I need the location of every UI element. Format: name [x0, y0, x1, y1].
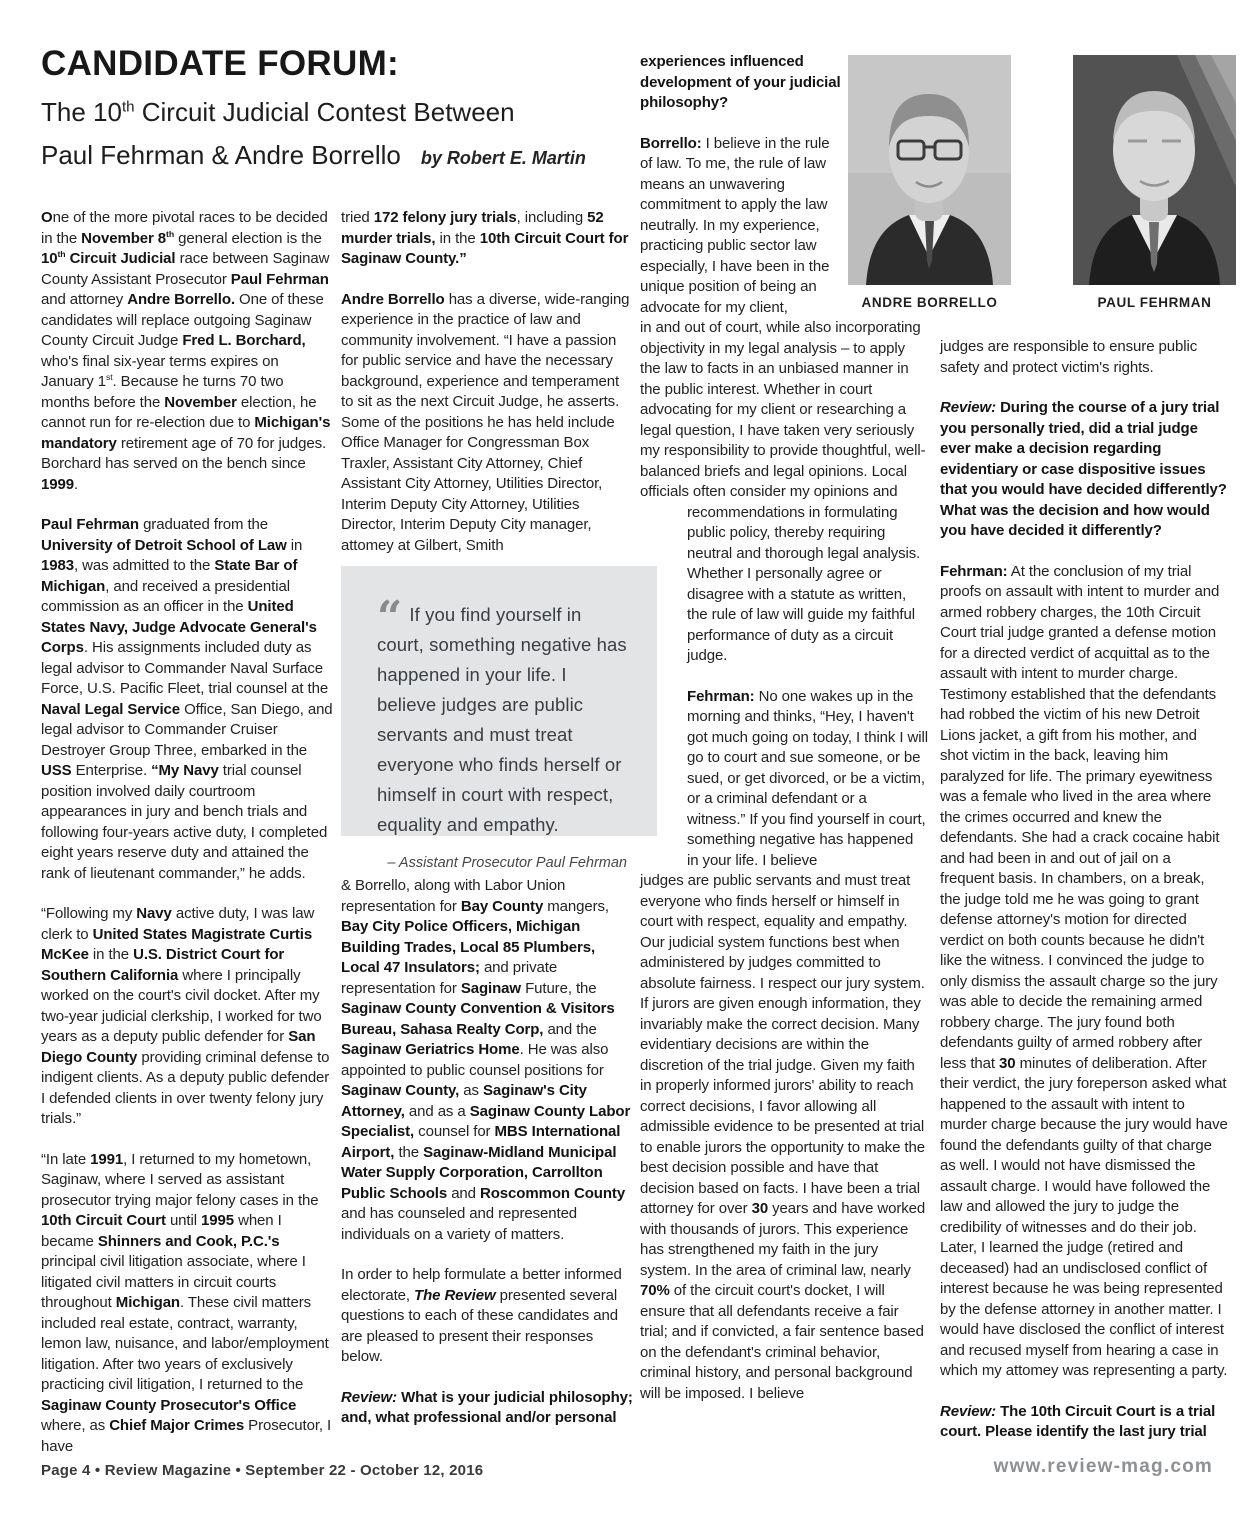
paragraph: judges are public servants and must treat everyone who finds herself or himself in court with respect, equality and empathy. Our judicial system functions best when administered by judges committed to absolute fairness. I respect our jury system. If jurors are given enough information, they invariably make the correct decision. Many evidentiary decisions are within the discretion of the trial judge. Given my faith in properly informed jurors' ability to reach correct decisions, I favor allowing all admissible evidence to be presented at trial to enable jurors the opportunity to make the best decision possible and have that decision based on facts. I have been a trial attorney for over 30 years and have worked with thousands of jurors. This experience has strengthened my faith in the jury system. In the area of criminal law, nearly 70% of the circuit court's docket, I will ensure that all defendants receive a fair trial; and if convicted, a fair sentence based on the defendant's criminal behavior, criminal history, and personal background will be imposed. I believe — [640, 872, 926, 1402]
paragraph: experiences influenced development of your judicial philosophy? — [640, 53, 841, 111]
pull-quote-attribution: – Assistant Prosecutor Paul Fehrman — [387, 855, 627, 871]
article-title-line1: The 10th Circuit Judicial Contest Between — [41, 97, 515, 127]
paragraph: in and out of court, while also incorporating objectivity in my legal analysis – to apply the law to facts in an unbiased manner in the public interest. Whether in court advocating for my client or researching a legal question, I have taken very seriously my responsibility to provide thoughtful, well-balanced briefs and legal opinions. Local officials often consider my opinions and — [640, 319, 926, 500]
pull-quote-text — [377, 592, 629, 840]
paragraph: “Following my Navy active duty, I was law clerk to United States Magistrate Curtis McKee in the U.S. District Court for Southern California where I principally worked on the court's civil docket. After my two-year judicial clerkship, I worked for two years as a deputy public defender for San Diego County providing criminal defense to indigent clients. As a deputy public defender I defended clients in over twenty felony jury trials.” — [41, 905, 330, 1127]
column-2-top — [341, 208, 633, 576]
column-1 — [41, 208, 333, 1477]
paragraph: recommendations in formulating public policy, thereby requiring neutral and thorough legal analysis. Whether I personally agree or disagree with a statute as written, the rule of law will guide my faithful performance of duty as a circuit judge. — [687, 503, 921, 664]
paragraph: Review: The 10th Circuit Court is a trial court. Please identify the last jury trial — [940, 1402, 1216, 1440]
article-title-line2-row — [41, 140, 586, 171]
photo-paul-fehrman — [1073, 55, 1236, 310]
quote-mark-icon: “ — [377, 592, 403, 643]
article-header — [41, 44, 586, 171]
paragraph: Review: What is your judicial philosophy; and, what professional and/or personal — [341, 1388, 633, 1426]
paragraph: tried 172 felony jury trials, including 52 murder trials, in the 10th Circuit Court for Saginaw County.” — [341, 209, 629, 267]
footer-website-url: www.review-mag.com — [993, 1456, 1213, 1477]
paragraph: One of the more pivotal races to be decided in the November 8th general election is the 10th Circuit Judicial race between Saginaw County Assistant Prosecutor Paul Fehrman and attorney Andre Borrello. One of these candidates will replace outgoing Saginaw County Circuit Judge Fred L. Borchard, who's final six-year terms expires on January 1st. Because he turns 70 two months before the November election, he cannot run for re-election due to Michigan's mandatory retirement age of 70 for judges. Borchard has served on the bench since 1999. — [41, 209, 331, 493]
column-4 — [940, 337, 1228, 1463]
column-2-bottom — [341, 876, 633, 1449]
article-title-line2: Paul Fehrman & Andre Borrello — [41, 140, 401, 170]
candidate-photos — [848, 55, 1236, 310]
portrait-paul-fehrman-image — [1073, 55, 1236, 285]
paragraph: Fehrman: At the conclusion of my trial proofs on assault with intent to murder and armed robbery charges, the 10th Circuit Court trial judge granted a defense motion for a directed verdict of acquittal as to the assault with intent to murder charge. Testimony established that the defendants had robbed the victim of his new Detroit Lions jacket, a gift from his mother, and shot victim in the back, leaving him paralyzed for life. The primary eyewitness was a female who lived in the area where the crimes occurred and knew the defendants. She had a crack cocaine habit and had been in and out of jail on a frequent basis. In chambers, on a break, the judge told me he was going to grant defense attorney's motion for directed verdict on both counts because he didn't like the witness. I convinced the judge to only dismiss the assault charge so the jury was able to decide the remaining armed robbery charge. The jury found both defendants guilty of armed robbery after less that 30 minutes of deliberation. After their verdict, the jury foreperson asked what happened to the assault with intent to murder charge because the jury would have found the defendants guilty of that charge as well. I would not have dismissed the assault charge. I would have followed the law and allowed the jury to judge the credibility of witnesses and do their job. Later, I learned the judge (retired and deceased) had an undisclosed conflict of interest because he was being represented by the defense attorney in another matter. I would have disclosed the conflict of interest and recused myself from hearing a case in which my attomey was representing a party. — [940, 562, 1228, 1379]
paragraph: Fehrman: No one wakes up in the morning and thinks, “Hey, I haven't got much going on today, I think I will go to court and sue someone, or be sued, or get divorced, or be a victim, or a criminal defendant or a witness.” If you find yourself in court, something negative has happened in your life. I believe — [687, 687, 928, 869]
paragraph: Andre Borrello has a diverse, wide-ranging experience in the practice of law and community involvement. “I have a passion for public service and have the necessary background, experience and temperament to sit as the next Circuit Judge, he asserts. Some of the positions he has held include Office Manager for Congressman Box Traxler, Assistant City Attorney, Chief Assistant City Attorney, Utilities Director, Interim Deputy City Attorney, Utilities Director, Interim Deputy City manager, attomey at Gilbert, Smith — [341, 290, 630, 554]
photo-andre-borrello — [848, 55, 1011, 310]
paragraph: judges are responsible to ensure public safety and protect victim's rights. — [940, 338, 1198, 376]
photo-caption: ANDRE BORRELLO — [861, 295, 998, 310]
paragraph: Borrello: I believe in the rule of law. To me, the rule of law means an unwavering commitment to apply the law neutrally. In my experience, practicing public sector law especially, I have been in the unique position of being an advocate for my client, — [640, 134, 830, 316]
pull-quote-box — [341, 566, 657, 871]
pull-quote-body: If you find yourself in court, something negative has happened in your life. I believe judges are public servants and must treat everyone who finds herself or himself in court with respect, equality and empathy. — [377, 604, 627, 835]
footer-page-info: Page 4 • Review Magazine • September 22 - October 12, 2016 — [41, 1462, 484, 1479]
portrait-andre-borrello-image — [848, 55, 1011, 285]
article-byline: by Robert E. Martin — [420, 148, 586, 168]
paragraph: Paul Fehrman graduated from the University of Detroit School of Law in 1983, was admitted to the State Bar of Michigan, and received a presidential commission as an officer in the United States Navy, Judge Advocate General's Corps. His assignments included duty as legal advisor to Commander Naval Surface Force, U.S. Pacific Fleet, trial counsel at the Naval Legal Service Office, San Diego, and legal advisor to Commander Cruiser Destroyer Group Three, embarked in the USS Enterprise. “My Navy trial counsel position involved daily courtroom appearances in jury and bench trials and following four-years active duty, I completed eight years reserve duty and attained the rank of lieutenant commander,” he adds. — [41, 516, 333, 882]
photo-caption: PAUL FEHRMAN — [1097, 295, 1212, 310]
article-kicker: CANDIDATE FORUM: — [41, 44, 399, 83]
paragraph: Review: During the course of a jury trial you personally tried, did a trial judge ever make a decision regarding evidentiary or case dispositive issues that you would have decided differently? What was the decision and how would you have decided it differently? — [940, 399, 1227, 539]
paragraph: & Borrello, along with Labor Union representation for Bay County mangers, Bay City Police Officers, Michigan Building Trades, Local 85 Plumbers, Local 47 Insulators; and private representation for Saginaw Future, the Saginaw County Convention & Visitors Bureau, Sahasa Realty Corp, and the Saginaw Geriatrics Home. He was also appointed to public counsel positions for Saginaw County, as Saginaw's City Attorney, and as a Saginaw County Labor Specialist, counsel for MBS International Airport, the Saginaw-Midland Municipal Water Supply Corporation, Carrollton Public Schools and Roscommon County and has counseled and represented individuals on a variety of matters. — [341, 877, 631, 1243]
paragraph: “In late 1991, I returned to my hometown, Saginaw, where I served as assistant prosecutor trying major felony cases in the 10th Circuit Court until 1995 when I became Shinners and Cook, P.C.'s principal civil litigation associate, where I litigated civil matters in circuit courts throughout Michigan. These civil matters included real estate, contract, warranty, lemon law, nuisance, and labor/employment litigation. After two years of exclusively practicing civil litigation, I returned to the Saginaw County Prosecutor's Office where, as Chief Major Crimes Prosecutor, I have — [41, 1150, 332, 1455]
paragraph: In order to help formulate a better informed electorate, The Review presented several questions to each of these candidates and are pleased to present their responses below. — [341, 1266, 622, 1365]
